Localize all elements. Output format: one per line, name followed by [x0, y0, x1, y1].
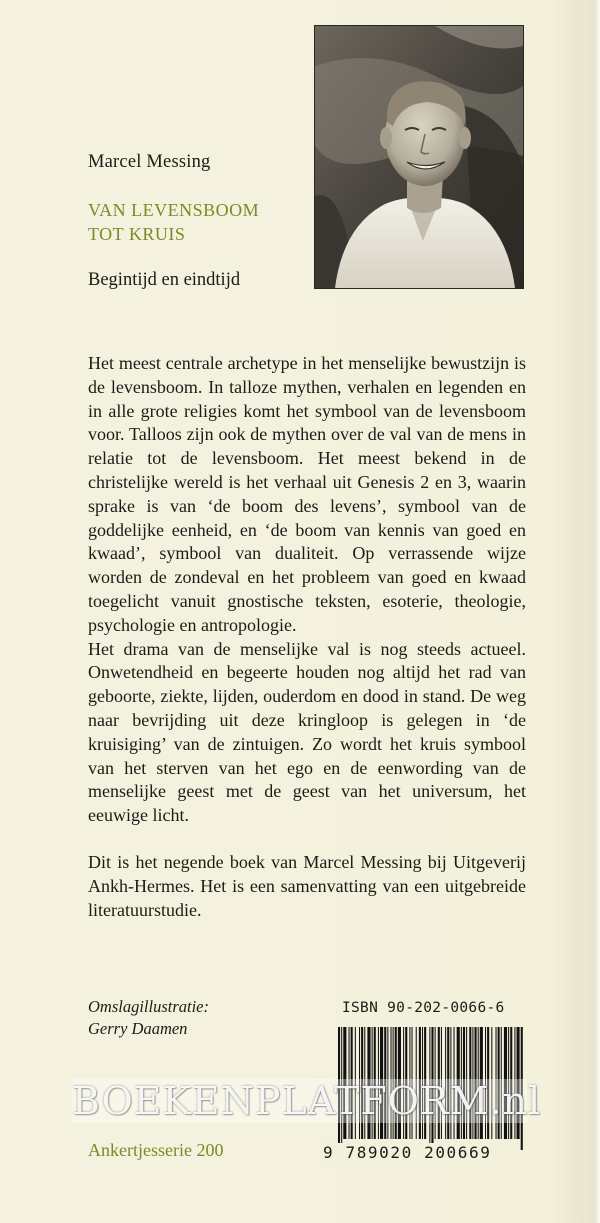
- blurb-text: [88, 352, 526, 922]
- book-subtitle: Begintijd en eindtijd: [88, 270, 241, 290]
- author-photo: [314, 25, 524, 289]
- illustration-name: Gerry Daamen: [88, 1019, 188, 1038]
- book-title-line-1: VAN LEVENSBOOM: [88, 200, 260, 220]
- series-label: Ankertjesserie 200: [88, 1140, 224, 1160]
- isbn-number: ISBN 90-202-0066-6: [342, 1000, 505, 1016]
- watermark-logo: BOEKENPLATFORM.nl: [72, 1079, 542, 1123]
- blurb-paragraph-3: Dit is het negende boek van Marcel Messing bij Uitgeverij Ankh-Hermes. Het is een samenvatting van een uitgebreide literatuurstudie.: [88, 851, 526, 920]
- blurb-paragraph-2: Het drama van de menselijke val is nog steeds actueel. Onwetendheid en begeerte houden nog altijd het rad van geboorte, ziekte, lijden, ouderdom en dood in stand. De weg naar bevrijding uit deze kringloop is gelegen in ‘de kruisiging’ van de zintuigen. Zo wordt het kruis symbool van het sterven van het ego en de eenwording van de menselijke geest met de geest van het universum, het eeuwige licht.: [88, 638, 526, 826]
- cover-edge-shading: [586, 0, 600, 1223]
- author-portrait-image: [315, 26, 523, 288]
- barcode-digits: 9 789020 200669: [323, 1143, 492, 1162]
- book-title-line-2: TOT KRUIS: [88, 224, 186, 244]
- blurb-paragraph-1: Het meest centrale archetype in het menselijke bewustzijn is de levensboom. In talloze mythen, verhalen en legenden en in alle grote religies komt het symbool van de levensboom voor. Talloos zijn ook de mythen over de val van de mens in relatie tot de levensboom. Het meest bekend in de christelijke wereld is het verhaal uit Genesis 2 en 3, waarin sprake is van ‘de boom des levens’, symbool van de goddelijke eenheid, en ‘de boom van kennis van goed en kwaad’, symbool van dualiteit. Op verrassende wijze worden de zondeval en het probleem van goed en kwaad toegelicht vanuit gnostische teksten, esoterie, theologie, psychologie en antropologie.: [88, 353, 526, 635]
- illustration-credit: [88, 996, 209, 1040]
- book-title: [88, 198, 259, 246]
- illustration-label: Omslagillustratie:: [88, 997, 210, 1016]
- author-name: Marcel Messing: [88, 152, 211, 172]
